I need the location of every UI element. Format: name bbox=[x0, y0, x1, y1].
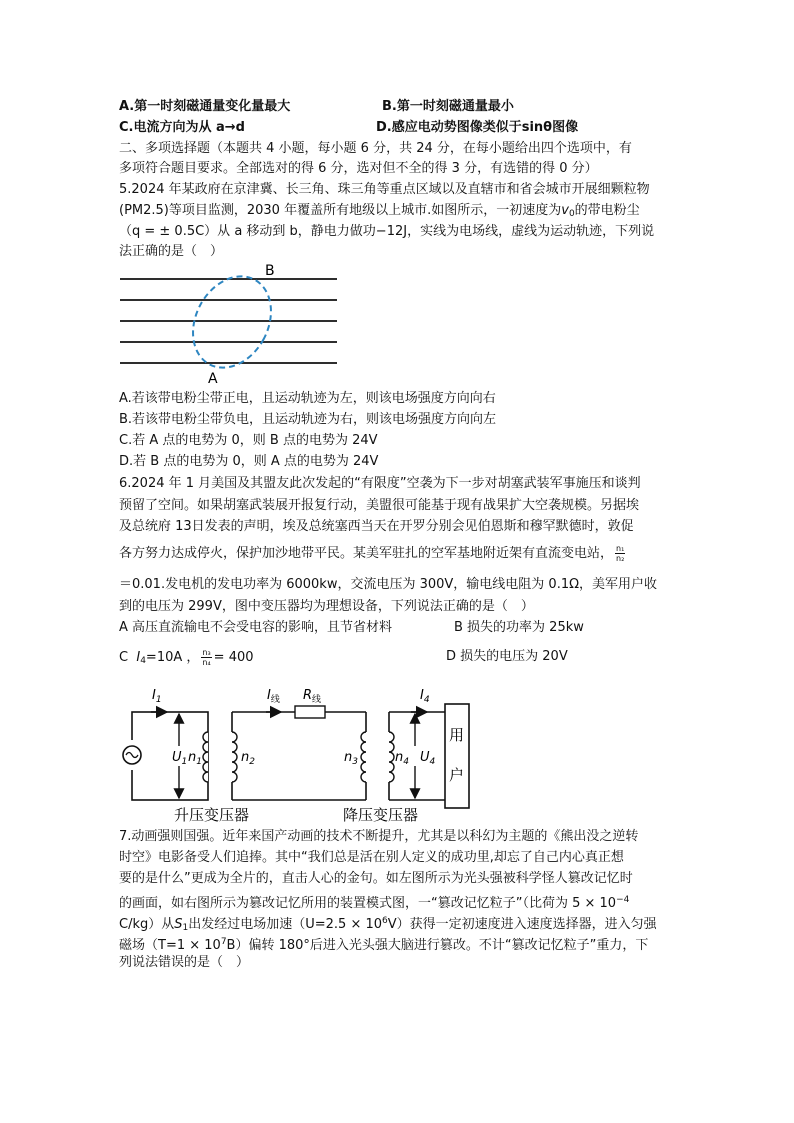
q6-ratio-n3-n4 bbox=[201, 648, 211, 667]
u4-label: $U_4$ bbox=[420, 750, 436, 767]
q5-line2-tail: 的带电粉尘 bbox=[574, 203, 640, 218]
frac-num: n₁ bbox=[616, 544, 625, 553]
q5-line4: 法正确的是（ ） bbox=[119, 244, 224, 259]
q5-option-d: D.若 B 点的电势为 0，则 A 点的电势为 24V bbox=[119, 454, 379, 469]
c-mid: =10A ， bbox=[145, 650, 200, 665]
q7-line7: 列说法错误的是（ ） bbox=[119, 955, 250, 970]
q5-option-b: B.若该带电粉尘带负电，且运动轨迹为右，则该电场强度方向向左 bbox=[119, 412, 497, 427]
q7-line6-exponent: 7 bbox=[220, 937, 227, 947]
q6-option-c bbox=[119, 648, 254, 670]
c-prefix: C bbox=[119, 650, 129, 665]
q5-line3: （q = ± 0.5C）从 a 移动到 b，静电力做功−12J，实线为电场线，虚线为运动轨迹，下列说 bbox=[119, 224, 655, 239]
q5-line2 bbox=[119, 202, 640, 223]
user-box bbox=[445, 704, 469, 808]
step-down-coil-secondary bbox=[389, 732, 394, 782]
n4-label: $n_4$ bbox=[395, 750, 409, 767]
q6-line5: ＝0.01.发电机的发电功率为 6000kw，交流电压为 300V，输电线电阻为 0.1Ω，美军用户收 bbox=[119, 577, 658, 592]
q7-line4-text: 的画面，如右图所示为篡改记忆所用的装置模式图，一“篡改记忆粒子”（比荷为 5 × 10 bbox=[119, 896, 617, 911]
q4-option-a: A.第一时刻磁通量变化量最大 bbox=[119, 99, 291, 114]
q5-v0-subscript: 0 bbox=[568, 209, 575, 219]
q7-line6-tail: B）偏转 180°后进入光头强大脑进行篡改。不计“篡改记忆粒子”重力，下 bbox=[226, 938, 649, 953]
n1-label: $n_1$ bbox=[188, 750, 202, 767]
step-down-coil-primary bbox=[361, 732, 366, 782]
q5-v0-symbol: v bbox=[561, 203, 569, 218]
q6-option-b: B 损失的功率为 25kw bbox=[454, 620, 584, 635]
q6-option-a: A 高压直流输电不会受电容的影响，且节省材料 bbox=[119, 620, 393, 635]
line-resistor bbox=[295, 706, 325, 718]
primary-loop bbox=[132, 712, 208, 800]
q7-line6-text: 磁场（T=1 × 10 bbox=[119, 938, 221, 953]
q5-field-figure bbox=[115, 262, 345, 386]
user-label-1: 用 bbox=[449, 726, 465, 744]
q7-line4-exponent: −4 bbox=[616, 895, 630, 905]
n2-label: $n_2$ bbox=[241, 750, 255, 767]
q7-s1-subscript: 1 bbox=[182, 923, 189, 933]
frac-num: n₃ bbox=[202, 648, 211, 657]
q7-line3: 要的是什么”更成为全片的，直击人心的金句。如左图所示为光头强被科学怪人篡改记忆时 bbox=[119, 871, 633, 886]
q5-line1: 5.2024 年某政府在京津冀、长三角、珠三角等重点区域以及直辖市和省会城市开展细颗粒物 bbox=[119, 182, 650, 197]
frac-den: n₂ bbox=[616, 554, 625, 563]
q7-line6 bbox=[119, 933, 648, 955]
q6-circuit-figure bbox=[115, 682, 480, 822]
q7-line5-tail: V）获得一定初速度进入速度选择器，进入匀强 bbox=[387, 917, 657, 932]
c-i-symbol: I bbox=[136, 650, 141, 665]
step-up-coil-secondary bbox=[232, 732, 237, 782]
i1-label: $I_1$ bbox=[152, 688, 162, 705]
q7-line5-mid: 出发经过电场加速（U=2.5 × 10 bbox=[188, 917, 383, 932]
q7-line2: 时空》电影备受人们追捧。其中“我们总是活在别人定义的成功里,却忘了自己内心真正想 bbox=[119, 850, 624, 865]
user-label-2: 户 bbox=[449, 766, 465, 784]
iline-label: $I_线$ bbox=[267, 688, 280, 705]
label-b: B bbox=[265, 263, 275, 279]
frac-den: n₄ bbox=[202, 658, 211, 667]
q7-line4 bbox=[119, 891, 629, 913]
label-a: A bbox=[208, 371, 218, 386]
q6-line2: 预留了空间。如果胡塞武装展开报复行动，美盟很可能基于现有战果扩大空袭规模。另据埃 bbox=[119, 498, 640, 513]
q4-option-c: C.电流方向为从 a→d bbox=[119, 120, 245, 135]
section2-line2: 多项符合题目要求。全部选对的得 6 分，选对但不全的得 3 分，有选错的得 0 分） bbox=[119, 161, 598, 176]
section2-line1: 二、多项选择题（本题共 4 小题，每小题 6 分，共 24 分，在每小题给出四个选项中，有 bbox=[119, 141, 632, 156]
n3-label: $n_3$ bbox=[344, 750, 358, 767]
q6-line3: 及总统府 13日发表的声明，埃及总统塞西当天在开罗分别会见伯恩斯和穆罕默德时，敦促 bbox=[119, 519, 634, 534]
step-down-label: 降压变压器 bbox=[343, 806, 419, 822]
q4-option-d: D.感应电动势图像类似于sinθ图像 bbox=[376, 120, 579, 135]
q5-option-c: C.若 A 点的电势为 0，则 B 点的电势为 24V bbox=[119, 433, 378, 448]
q6-line4 bbox=[119, 544, 627, 563]
u1-label: $U_1$ bbox=[172, 750, 188, 767]
q7-line1: 7.动画强则国强。近年来国产动画的技术不断提升，尤其是以科幻为主题的《熊出没之逆转 bbox=[119, 829, 639, 844]
q7-line5-text: C/kg）从 bbox=[119, 917, 175, 932]
i4-label: $I_4$ bbox=[420, 688, 430, 705]
step-up-coil-primary bbox=[203, 732, 208, 782]
q5-line2-text: (PM2.5)等项目监测，2030 年覆盖所有地级以上城市.如图所示，一初速度为 bbox=[119, 203, 562, 218]
c-i-subscript: 4 bbox=[140, 656, 146, 666]
q6-ratio-n1-n2 bbox=[615, 544, 625, 563]
q5-option-a: A.若该带电粉尘带正电，且运动轨迹为左，则该电场强度方向向右 bbox=[119, 391, 496, 406]
q6-option-d: D 损失的电压为 20V bbox=[446, 649, 568, 664]
q7-line5-exponent: 6 bbox=[382, 916, 388, 926]
q7-s1-symbol: S bbox=[174, 917, 183, 932]
c-tail: = 400 bbox=[213, 650, 254, 665]
q4-option-b: B.第一时刻磁通量最小 bbox=[382, 99, 514, 114]
step-up-label: 升压变压器 bbox=[174, 806, 250, 822]
q6-line1: 6.2024 年 1 月美国及其盟友此次发起的“有限度”空袭为下一步对胡塞武装军事施压和谈判 bbox=[119, 476, 641, 491]
q6-line6: 到的电压为 299V，图中变压器均为理想设备，下列说法正确的是（ ） bbox=[119, 599, 534, 614]
rline-label: $R_线$ bbox=[303, 688, 322, 705]
q6-line4-text: 各方努力达成停火，保护加沙地带平民。某美军驻扎的空军基地附近架有直流变电站， bbox=[119, 546, 614, 561]
